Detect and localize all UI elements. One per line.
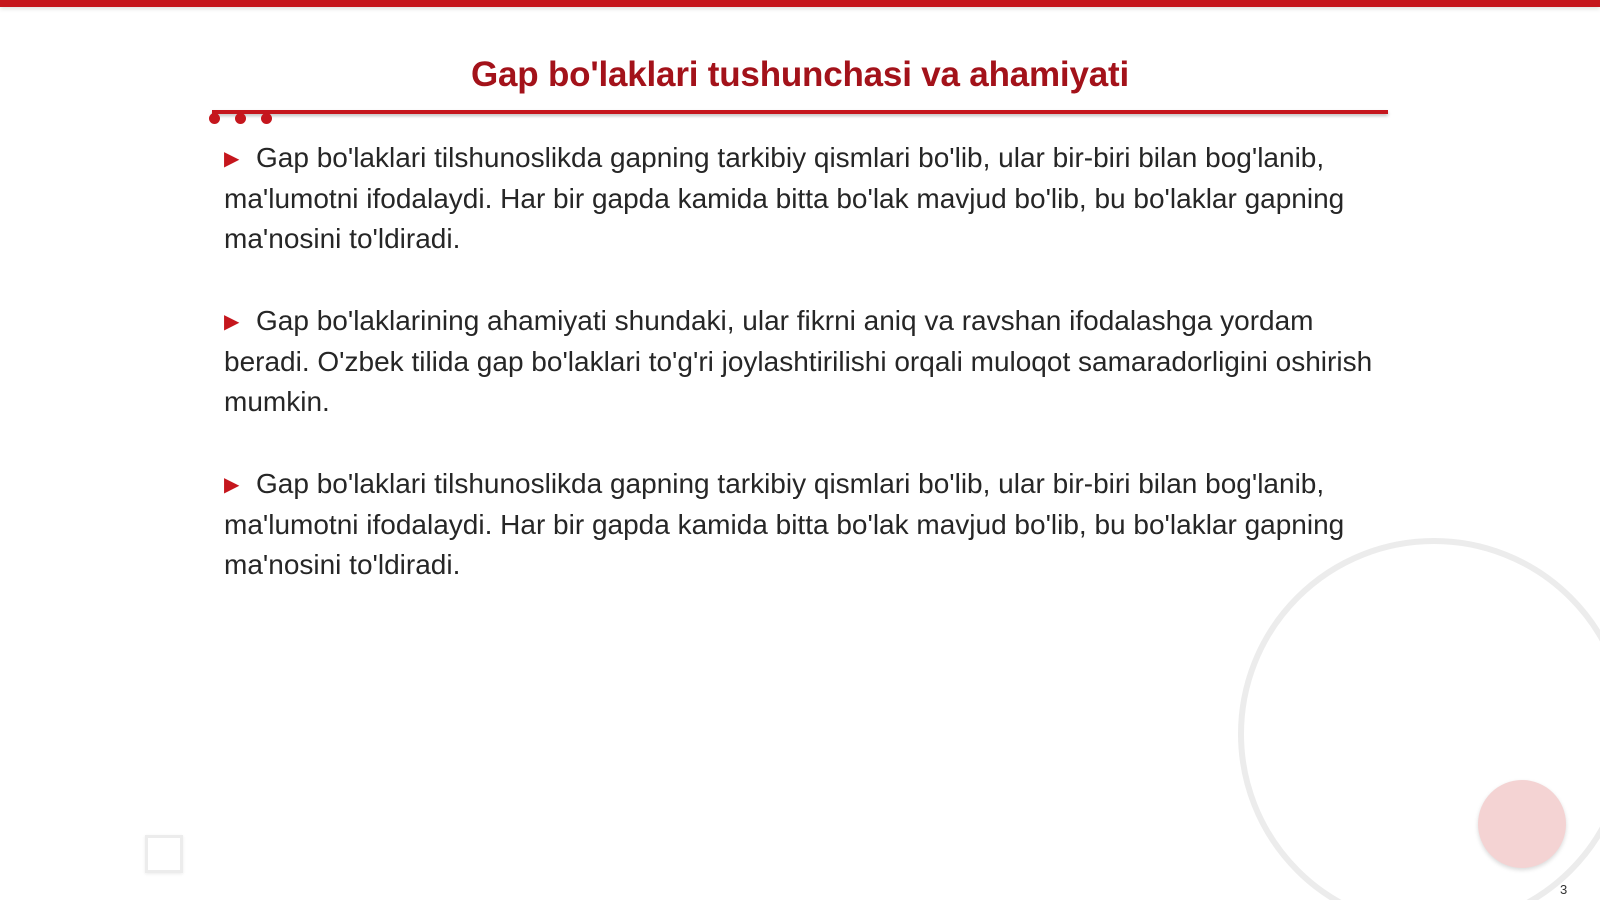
triangle-bullet-icon: ▶ xyxy=(224,311,240,333)
bullet-item xyxy=(224,301,1384,422)
bullet-list xyxy=(224,138,1384,627)
triangle-bullet-icon: ▶ xyxy=(224,474,240,496)
decor-dot-3 xyxy=(261,113,272,124)
bullet-item xyxy=(224,138,1384,259)
title-underline xyxy=(212,110,1388,114)
decor-square xyxy=(145,835,183,873)
bullet-text: Gap bo'laklari tilshunoslikda gapning tarkibiy qismlari bo'lib, ular bir-biri bilan bog'lanib, ma'lumotni ifodalaydi. Har bir gapda kamida bitta bo'lak mavjud bo'lib, bu bo'laklar gapning ma'nosini to'ldiradi. xyxy=(224,142,1345,254)
bullet-text: Gap bo'laklarining ahamiyati shundaki, ular fikrni aniq va ravshan ifodalashga yordam beradi. O'zbek tilida gap bo'laklari to'g'ri joylashtirilishi orqali muloqot samaradorligini oshirish mumkin. xyxy=(224,305,1373,417)
top-accent-bar xyxy=(0,0,1600,7)
slide-title: Gap bo'laklari tushunchasi va ahamiyati xyxy=(471,55,1129,94)
triangle-bullet-icon: ▶ xyxy=(224,148,240,170)
bullet-text: Gap bo'laklari tilshunoslikda gapning tarkibiy qismlari bo'lib, ular bir-biri bilan bog'lanib, ma'lumotni ifodalaydi. Har bir gapda kamida bitta bo'lak mavjud bo'lib, bu bo'laklar gapning ma'nosini to'ldiradi. xyxy=(224,468,1345,580)
decor-pink-circle xyxy=(1478,780,1566,868)
page-number: 3 xyxy=(1560,882,1568,897)
decor-dot-2 xyxy=(235,113,246,124)
decor-dot-1 xyxy=(209,113,220,124)
bullet-item xyxy=(224,464,1384,585)
